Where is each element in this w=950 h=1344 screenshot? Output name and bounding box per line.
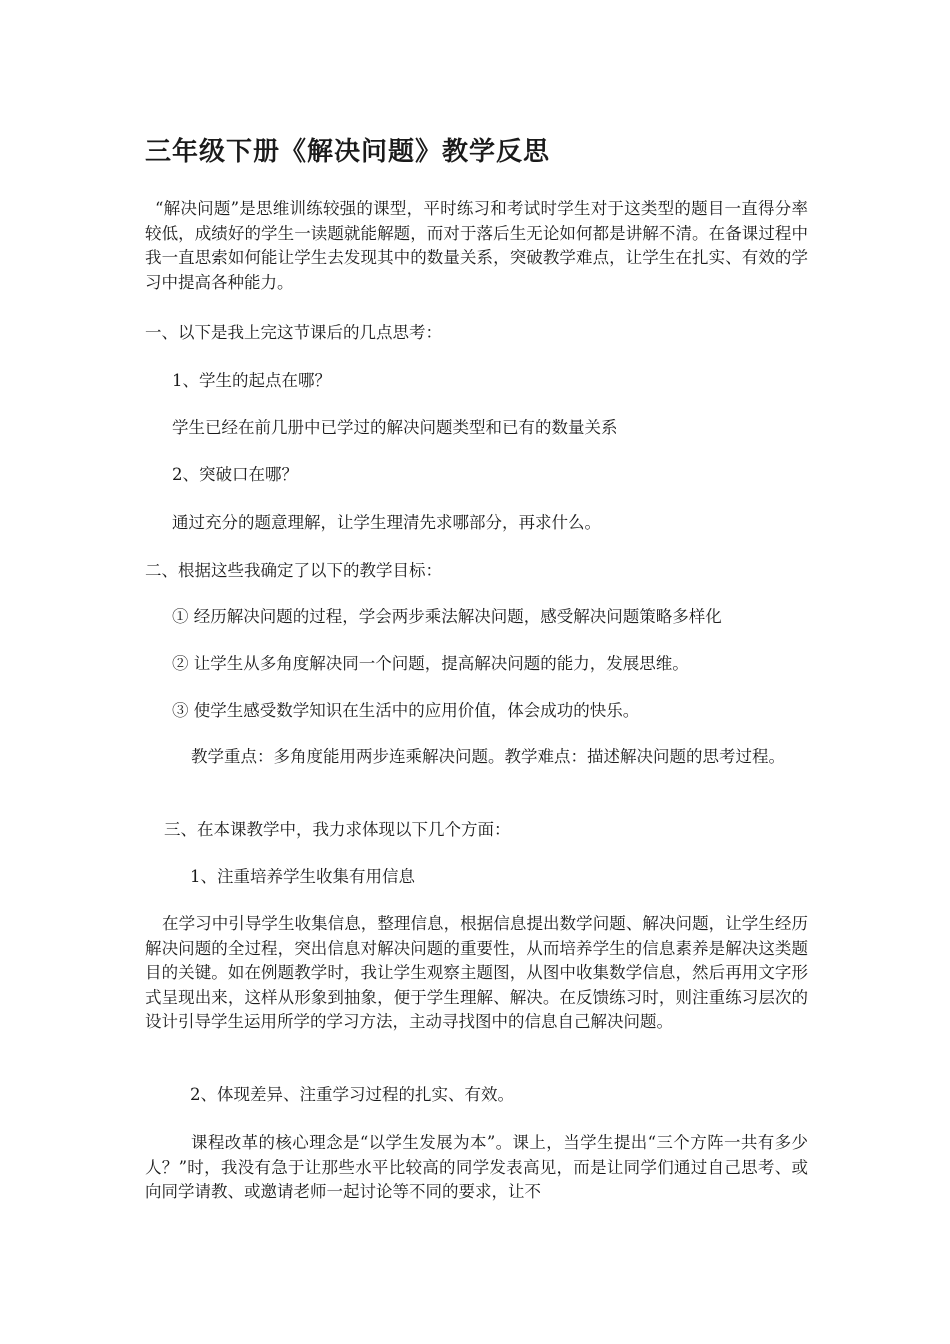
answer-2: 通过充分的题意理解，让学生理清先求哪部分，再求什么。 — [172, 513, 601, 532]
goal-1: ① 经历解决问题的过程，学会两步乘法解决问题，感受解决问题策略多样化 — [172, 607, 722, 626]
question-2: 2、突破口在哪？ — [172, 465, 298, 484]
point-1-paragraph: 在学习中引导学生收集信息，整理信息，根据信息提出数学问题、解决问题，让学生经历解决问题的全过程，突出信息对解决问题的重要性，从而培养学生的信息素养是解决这类题目的关键。如在例题教学时，我让学生观察主题图，从图中收集数学信息，然后再用文字形式呈现出来，这样从形象到抽象，便于学生理解、解决。在反馈练习时，则注重练习层次的设计引导学生运用所学的学习方法，主动寻找图中的信息自己解决问题。 — [145, 914, 808, 1031]
point-2-paragraph: 课程改革的核心理念是“以学生发展为本”。课上，当学生提出“三个方阵一共有多少人？”时，我没有急于让那些水平比较高的同学发表高见，而是让同学们通过自己思考、或向同学请教、或邀请老师一起讨论等不同的要求，让不 — [145, 1133, 808, 1201]
teaching-focus-paragraph: 教学重点：多角度能用两步连乘解决问题。教学难点：描述解决问题的思考过程。 — [191, 747, 785, 766]
question-1: 1、学生的起点在哪？ — [172, 371, 331, 390]
point-1-heading: 1、注重培养学生收集有用信息 — [190, 867, 415, 886]
section-2-heading: 二、根据这些我确定了以下的教学目标： — [145, 561, 442, 580]
document-title: 三年级下册《解决问题》教学反思 — [145, 137, 551, 167]
section-3-heading: 三、在本课教学中，我力求体现以下几个方面： — [164, 820, 511, 839]
point-2-heading: 2、体现差异、注重学习过程的扎实、有效。 — [190, 1085, 514, 1104]
goal-2: ② 让学生从多角度解决同一个问题，提高解决问题的能力，发展思维。 — [172, 654, 689, 673]
section-1-heading: 一、以下是我上完这节课后的几点思考： — [145, 323, 442, 342]
intro-paragraph: “解决问题”是思维训练较强的课型，平时练习和考试时学生对于这类型的题目一直得分率较低，成绩好的学生一读题就能解题，而对于落后生无论如何都是讲解不清。在备课过程中我一直思索如何能让学生去发现其中的数量关系，突破教学难点，让学生在扎实、有效的学习中提高各种能力。 — [145, 199, 808, 292]
goal-3: ③ 使学生感受数学知识在生活中的应用价值，体会成功的快乐。 — [172, 701, 640, 720]
answer-1: 学生已经在前几册中已学过的解决问题类型和已有的数量关系 — [172, 418, 618, 437]
